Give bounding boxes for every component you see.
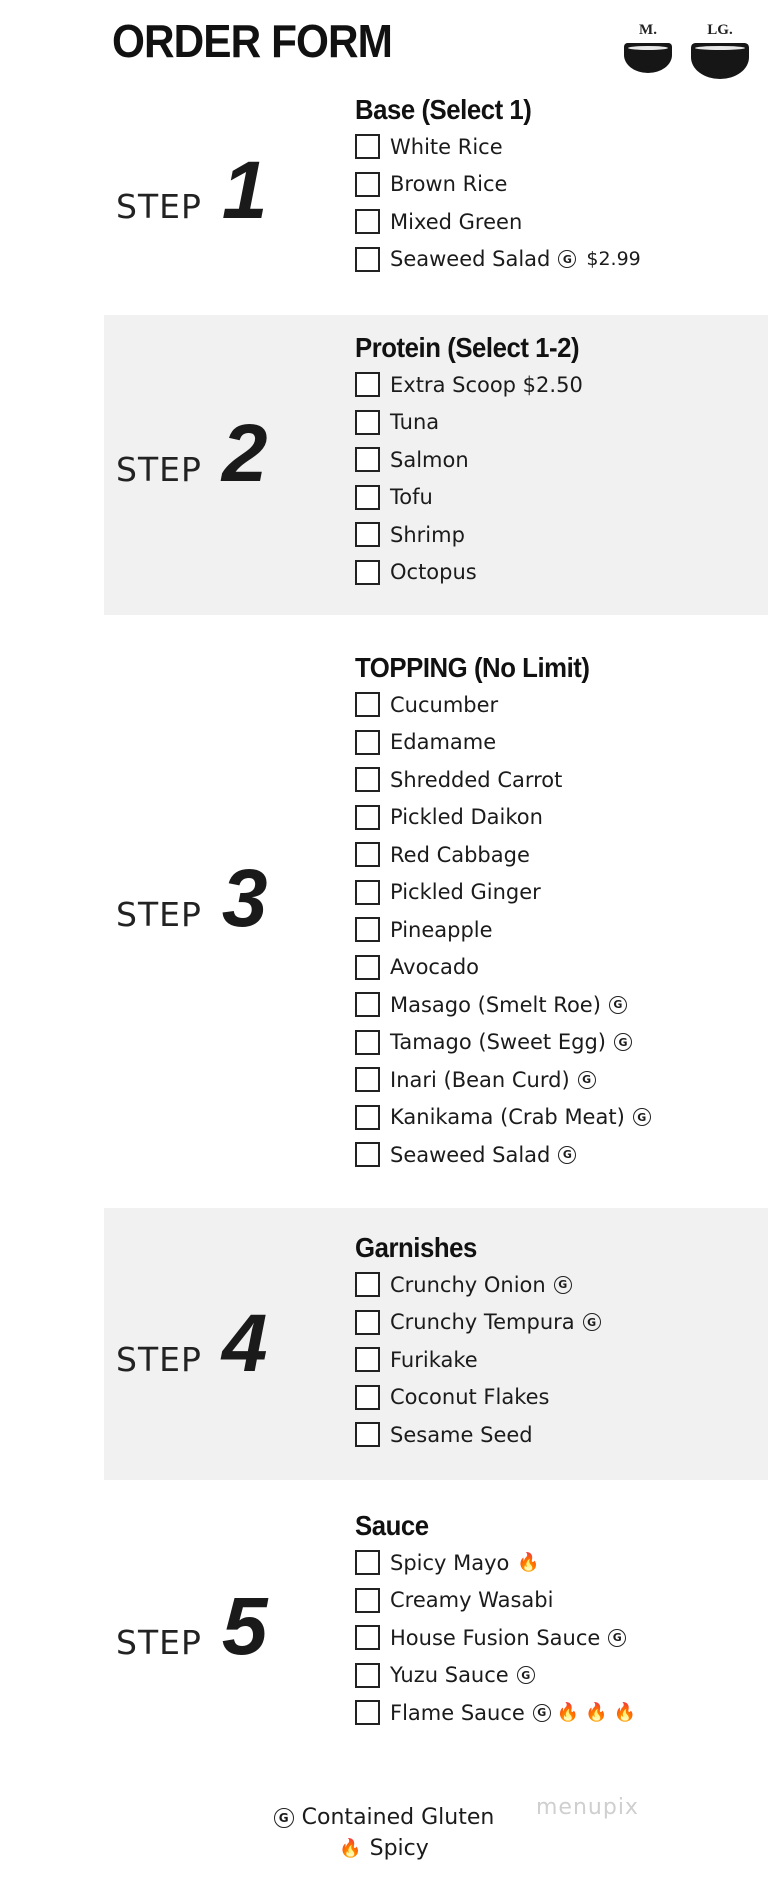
- option-label: Shredded Carrot: [390, 767, 563, 792]
- legend-gluten: [0, 1805, 768, 1830]
- gluten-icon: G: [614, 1033, 632, 1051]
- option-label: Pickled Daikon: [390, 805, 543, 830]
- bowl-icon: [691, 43, 749, 79]
- option-checkbox[interactable]: [355, 767, 380, 792]
- option-item[interactable]: [355, 241, 641, 279]
- option-item[interactable]: [355, 479, 599, 517]
- option-item[interactable]: [355, 1657, 636, 1695]
- option-label: White Rice: [390, 134, 503, 159]
- option-label: Crunchy Onion: [390, 1272, 546, 1297]
- section-heading: Base (Select 1): [355, 94, 532, 125]
- option-label: Inari (Bean Curd): [390, 1067, 570, 1092]
- gluten-icon: G: [558, 250, 576, 268]
- step-5-options: [355, 1508, 636, 1732]
- option-label: House Fusion Sauce: [390, 1625, 601, 1650]
- option-checkbox[interactable]: [355, 1700, 380, 1725]
- gluten-icon: G: [583, 1313, 601, 1331]
- option-checkbox[interactable]: [355, 1142, 380, 1167]
- step-word: STEP: [116, 1340, 202, 1379]
- bowl-icon: [624, 43, 672, 73]
- option-label: Sesame Seed: [390, 1422, 533, 1447]
- option-item[interactable]: [355, 911, 651, 949]
- option-label: Brown Rice: [390, 172, 508, 197]
- option-label: Furikake: [390, 1347, 478, 1372]
- option-item[interactable]: [355, 1136, 651, 1174]
- option-item[interactable]: [355, 799, 651, 837]
- option-notes: [578, 1071, 596, 1089]
- option-label: Shrimp: [390, 522, 465, 547]
- option-item[interactable]: [355, 404, 599, 442]
- option-checkbox[interactable]: [355, 1625, 380, 1650]
- option-label: Extra Scoop $2.50: [390, 372, 583, 397]
- option-label: Mixed Green: [390, 209, 523, 234]
- option-item[interactable]: [355, 1304, 601, 1342]
- size-medium[interactable]: [618, 22, 678, 73]
- option-label: Coconut Flakes: [390, 1385, 550, 1410]
- option-item[interactable]: [355, 1582, 636, 1620]
- step-3-label: [116, 853, 268, 944]
- option-checkbox[interactable]: [355, 805, 380, 830]
- option-checkbox[interactable]: [355, 955, 380, 980]
- option-item[interactable]: [355, 1416, 601, 1454]
- legend-gluten-text: Contained Gluten: [301, 1805, 495, 1830]
- option-label: Seaweed Salad: [390, 1142, 551, 1167]
- section-heading: Protein (Select 1-2): [355, 332, 580, 363]
- section-heading: Sauce: [355, 1510, 429, 1541]
- gluten-icon: G: [633, 1108, 651, 1126]
- option-label: Pickled Ginger: [390, 880, 541, 905]
- option-item[interactable]: [355, 128, 641, 166]
- option-item[interactable]: [355, 1266, 601, 1304]
- step-number: 4: [221, 1298, 268, 1389]
- page-title: ORDER FORM: [112, 15, 392, 67]
- section-heading: Garnishes: [355, 1232, 477, 1263]
- option-item[interactable]: [355, 1061, 651, 1099]
- size-large-label: LG.: [707, 22, 733, 38]
- size-large[interactable]: [690, 22, 750, 79]
- step-2-label: [116, 408, 268, 499]
- option-checkbox[interactable]: [355, 842, 380, 867]
- option-checkbox[interactable]: [355, 1385, 380, 1410]
- step-word: STEP: [116, 1623, 202, 1662]
- option-checkbox[interactable]: [355, 1272, 380, 1297]
- option-item[interactable]: [355, 686, 651, 724]
- option-checkbox[interactable]: [355, 134, 380, 159]
- option-label: Yuzu Sauce: [390, 1663, 509, 1688]
- option-notes: [558, 248, 640, 270]
- watermark: menupix: [536, 1795, 639, 1820]
- option-checkbox[interactable]: [355, 172, 380, 197]
- flame-icon: 🔥: [585, 1702, 608, 1724]
- legend-spicy-text: Spicy: [369, 1836, 429, 1861]
- step-3-options: [355, 650, 651, 1174]
- option-label: Tamago (Sweet Egg): [390, 1030, 606, 1055]
- option-label: Salmon: [390, 447, 469, 472]
- option-checkbox[interactable]: [355, 1067, 380, 1092]
- option-checkbox[interactable]: [355, 247, 380, 272]
- step-2-options: [355, 330, 599, 591]
- step-number: 5: [221, 1581, 268, 1672]
- option-label: Pineapple: [390, 917, 493, 942]
- option-checkbox[interactable]: [355, 692, 380, 717]
- option-checkbox[interactable]: [355, 560, 380, 585]
- option-item[interactable]: [355, 949, 651, 987]
- gluten-icon: G: [533, 1704, 551, 1722]
- option-checkbox[interactable]: [355, 485, 380, 510]
- gluten-icon: G: [558, 1146, 576, 1164]
- option-price: $2.99: [586, 248, 641, 271]
- section-heading: TOPPING (No Limit): [355, 652, 590, 683]
- option-checkbox[interactable]: [355, 1663, 380, 1688]
- step-4-options: [355, 1230, 601, 1454]
- option-item[interactable]: [355, 1619, 636, 1657]
- step-1-options: [355, 92, 641, 278]
- option-item[interactable]: [355, 724, 651, 762]
- option-item[interactable]: [355, 166, 641, 204]
- option-checkbox[interactable]: [355, 522, 380, 547]
- flame-icon: 🔥: [613, 1702, 637, 1724]
- option-label: Avocado: [390, 955, 480, 980]
- option-notes: [558, 1146, 576, 1164]
- option-item[interactable]: [355, 986, 651, 1024]
- step-number: 2: [221, 408, 268, 499]
- legend: [0, 1805, 768, 1861]
- option-item[interactable]: [355, 441, 599, 479]
- option-label: Kanikama (Crab Meat): [390, 1105, 625, 1130]
- option-checkbox[interactable]: [355, 447, 380, 472]
- step-4-label: [116, 1298, 268, 1389]
- step-1-label: [116, 145, 268, 236]
- flame-icon: 🔥: [556, 1702, 580, 1724]
- gluten-icon: G: [554, 1276, 572, 1294]
- option-label: Tuna: [390, 410, 440, 435]
- size-medium-label: M.: [639, 22, 657, 38]
- option-notes: [517, 1552, 539, 1573]
- option-checkbox[interactable]: [355, 992, 380, 1017]
- option-notes: [554, 1276, 572, 1294]
- option-checkbox[interactable]: [355, 1550, 380, 1575]
- option-checkbox[interactable]: [355, 209, 380, 234]
- option-item[interactable]: [355, 1024, 651, 1062]
- gluten-icon: G: [517, 1666, 535, 1684]
- option-label: Tofu: [390, 485, 433, 510]
- option-checkbox[interactable]: [355, 410, 380, 435]
- option-label: Creamy Wasabi: [390, 1588, 554, 1613]
- option-item[interactable]: [355, 366, 599, 404]
- option-item[interactable]: [355, 761, 651, 799]
- step-word: STEP: [116, 450, 202, 489]
- option-item[interactable]: [355, 1341, 601, 1379]
- option-item[interactable]: [355, 1099, 651, 1137]
- option-label: Crunchy Tempura: [390, 1310, 575, 1335]
- option-notes: [517, 1666, 535, 1684]
- option-label: Flame Sauce: [390, 1700, 525, 1725]
- option-checkbox[interactable]: [355, 1030, 380, 1055]
- option-checkbox[interactable]: [355, 1588, 380, 1613]
- option-item[interactable]: [355, 1694, 636, 1732]
- option-notes: [583, 1313, 601, 1331]
- gluten-icon: G: [608, 1629, 626, 1647]
- flame-icon: 🔥: [517, 1552, 540, 1574]
- option-notes: [609, 996, 627, 1014]
- option-item[interactable]: [355, 1379, 601, 1417]
- option-notes: [633, 1108, 651, 1126]
- option-checkbox[interactable]: [355, 1422, 380, 1447]
- option-checkbox[interactable]: [355, 1310, 380, 1335]
- option-label: Masago (Smelt Roe): [390, 992, 601, 1017]
- option-item[interactable]: [355, 1544, 636, 1582]
- option-checkbox[interactable]: [355, 1105, 380, 1130]
- option-checkbox[interactable]: [355, 372, 380, 397]
- step-5-label: [116, 1581, 268, 1672]
- option-label: Cucumber: [390, 692, 499, 717]
- option-label: Spicy Mayo: [390, 1550, 510, 1575]
- step-number: 3: [221, 853, 268, 944]
- option-checkbox[interactable]: [355, 730, 380, 755]
- option-label: Octopus: [390, 560, 477, 585]
- option-checkbox[interactable]: [355, 880, 380, 905]
- option-item[interactable]: [355, 516, 599, 554]
- step-number: 1: [221, 145, 268, 236]
- option-label: Edamame: [390, 730, 497, 755]
- legend-spicy: [0, 1836, 768, 1861]
- option-item[interactable]: [355, 554, 599, 592]
- option-checkbox[interactable]: [355, 1347, 380, 1372]
- option-notes: [614, 1033, 632, 1051]
- flame-icon: 🔥: [339, 1838, 362, 1859]
- option-label: Red Cabbage: [390, 842, 530, 867]
- gluten-icon: G: [578, 1071, 596, 1089]
- gluten-icon: G: [609, 996, 627, 1014]
- option-label: Seaweed Salad: [390, 247, 551, 272]
- gluten-icon: G: [274, 1808, 294, 1828]
- step-word: STEP: [116, 895, 202, 934]
- option-item[interactable]: [355, 836, 651, 874]
- option-checkbox[interactable]: [355, 917, 380, 942]
- option-notes: [608, 1629, 626, 1647]
- step-word: STEP: [116, 187, 202, 226]
- option-item[interactable]: [355, 874, 651, 912]
- option-item[interactable]: [355, 203, 641, 241]
- option-notes: [533, 1702, 636, 1723]
